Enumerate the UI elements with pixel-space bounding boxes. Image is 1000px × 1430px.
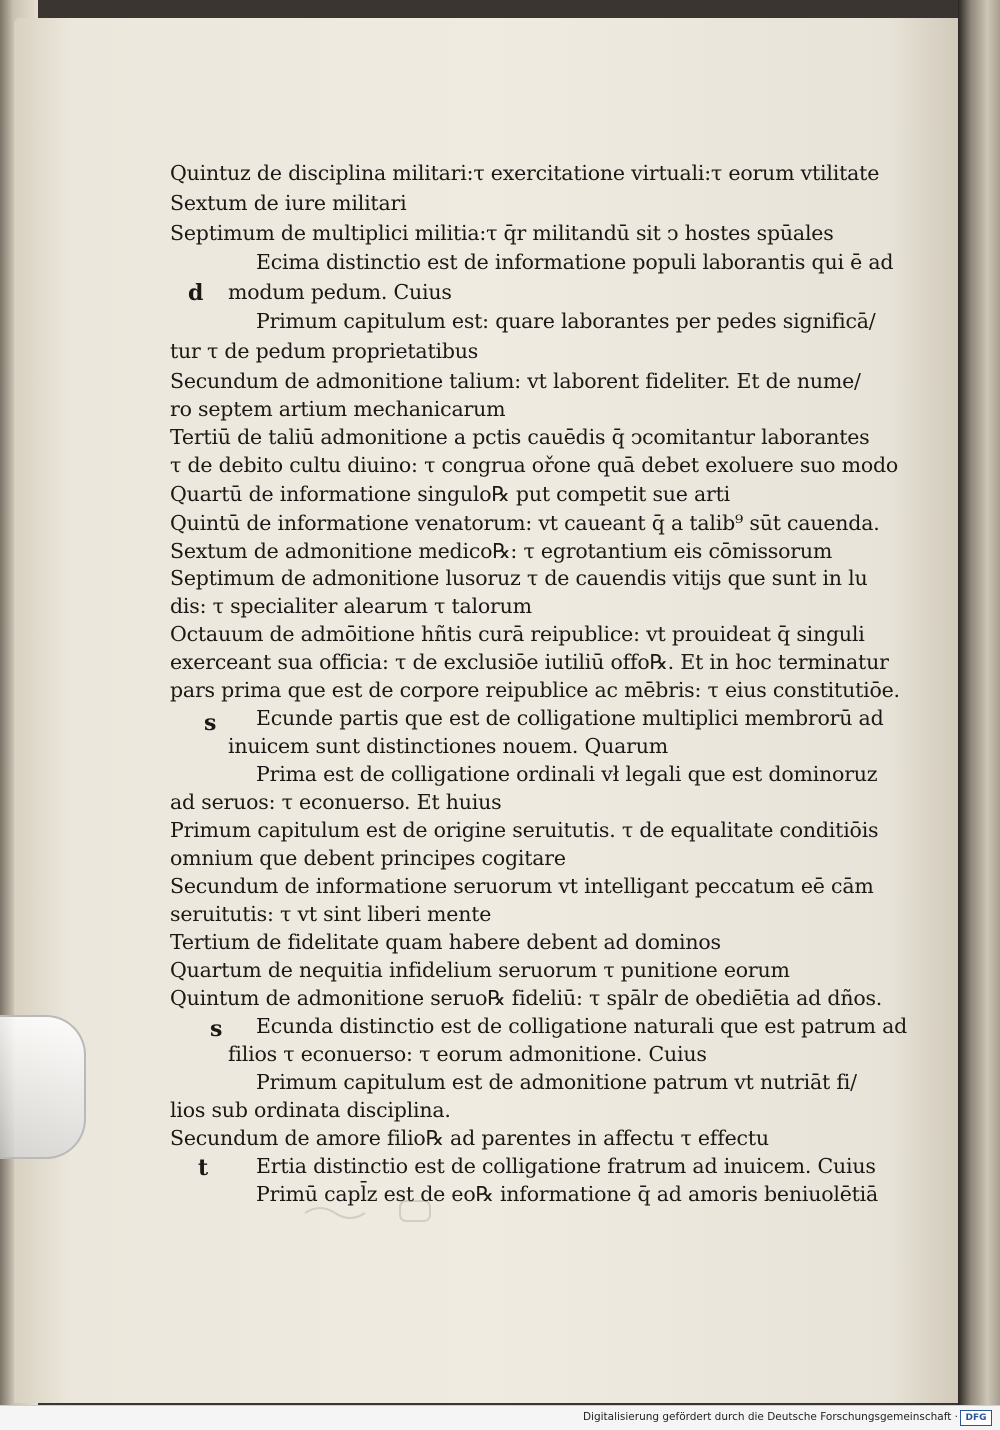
- text-line: Quintuz de disciplina militari:τ exercitatione virtuali:τ eorum vtilitate: [170, 161, 880, 185]
- text-line: Septimum de multiplici militia:τ q̄r militandū sit ↄ hostes spūales: [170, 221, 834, 245]
- text-line: Ecima distinctio est de informatione populi laborantis qui ē ad: [256, 250, 894, 274]
- text-line: Ecunde partis que est de colligatione multiplici membrorū ad: [256, 706, 884, 730]
- text-line: Secundum de informatione seruorum vt intelligant peccatum eē cām: [170, 874, 874, 898]
- text-line: pars prima que est de corpore reipublice ac mēbris: τ eius constitutiōe.: [170, 678, 900, 702]
- text-line: Secundum de admonitione talium: vt laborent fideliter. Et de nume/: [170, 369, 861, 393]
- text-line: Quintū de informatione venatorum: vt caueant q̄ a talib⁹ sūt cauenda.: [170, 511, 880, 535]
- margin-letter: t: [198, 1155, 209, 1181]
- text-line: Prima est de colligatione ordinali vł legali que est dominoruz: [256, 762, 878, 786]
- ink-bleed-through: [300, 1195, 460, 1225]
- text-line: Octauum de admōitione hñtis curā reipublice: vt prouideat q̄ singuli: [170, 622, 865, 646]
- text-line: ad seruos: τ econuerso. Et huius: [170, 790, 502, 814]
- text-line: Sextum de iure militari: [170, 191, 407, 215]
- funding-credit: Digitalisierung gefördert durch die Deutsche Forschungsgemeinschaft ·: [582, 1411, 958, 1423]
- text-line: Quartum de nequitia infidelium seruorum τ punitione eorum: [170, 958, 790, 982]
- next-page-edge: [958, 0, 1000, 1405]
- margin-letter: s: [210, 1016, 223, 1042]
- text-line: inuicem sunt distinctiones nouem. Quarum: [228, 734, 668, 758]
- margin-letter: s: [204, 710, 217, 736]
- text-line: ro septem artium mechanicarum: [170, 397, 506, 421]
- margin-letter: d: [188, 280, 204, 306]
- text-line: Quintum de admonitione seruo℞ fideliū: τ spālr de obediētia ad dños.: [170, 986, 883, 1010]
- text-line: dis: τ specialiter alearum τ talorum: [170, 594, 532, 618]
- text-line: Primum capitulum est: quare laborantes per pedes significā/: [256, 309, 876, 333]
- dfg-logo-text: DFG: [965, 1413, 987, 1423]
- text-line: Quartū de informatione singulo℞ put competit sue arti: [170, 482, 731, 506]
- text-line: τ de debito cultu diuino: τ congrua ořone quā debet exoluere suo modo: [170, 453, 899, 477]
- text-line: Tertium de fidelitate quam habere debent ad dominos: [170, 930, 721, 954]
- page-clip: [0, 1015, 86, 1159]
- footer-bar: [0, 1405, 1000, 1430]
- text-line: seruitutis: τ vt sint liberi mente: [170, 902, 492, 926]
- text-line: lios sub ordinata disciplina.: [170, 1098, 451, 1122]
- text-line: Septimum de admonitione lusoruz τ de cauendis vitijs que sunt in lu: [170, 566, 868, 590]
- text-line: Tertiū de taliū admonitione a pctis cauēdis q̄ ↄcomitantur laborantes: [170, 425, 870, 449]
- text-line: Primum capitulum est de admonitione patrum vt nutriāt fi/: [256, 1070, 857, 1094]
- text-line: Primum capitulum est de origine seruitutis. τ de equalitate conditiōis: [170, 818, 879, 842]
- text-line: tur τ de pedum proprietatibus: [170, 339, 479, 363]
- text-line: Ertia distinctio est de colligatione fratrum ad inuicem. Cuius: [256, 1154, 876, 1178]
- text-line: omnium que debent principes cogitare: [170, 846, 566, 870]
- text-line: Ecunda distinctio est de colligatione naturali que est patrum ad: [256, 1014, 908, 1038]
- dfg-logo: [960, 1410, 992, 1426]
- text-line: exerceant sua officia: τ de exclusiōe iutiliū offo℞. Et in hoc terminatur: [170, 650, 889, 674]
- text-line: Primū capl̄z est de eo℞ informatione q̄ ad amoris beniuolētiā: [256, 1182, 879, 1206]
- text-line: Sextum de admonitione medico℞: τ egrotantium eis cōmissorum: [170, 539, 833, 563]
- text-line: filios τ econuerso: τ eorum admonitione. Cuius: [228, 1042, 707, 1066]
- text-line: modum pedum. Cuius: [228, 280, 452, 304]
- text-line: Secundum de amore filio℞ ad parentes in affectu τ effectu: [170, 1126, 769, 1150]
